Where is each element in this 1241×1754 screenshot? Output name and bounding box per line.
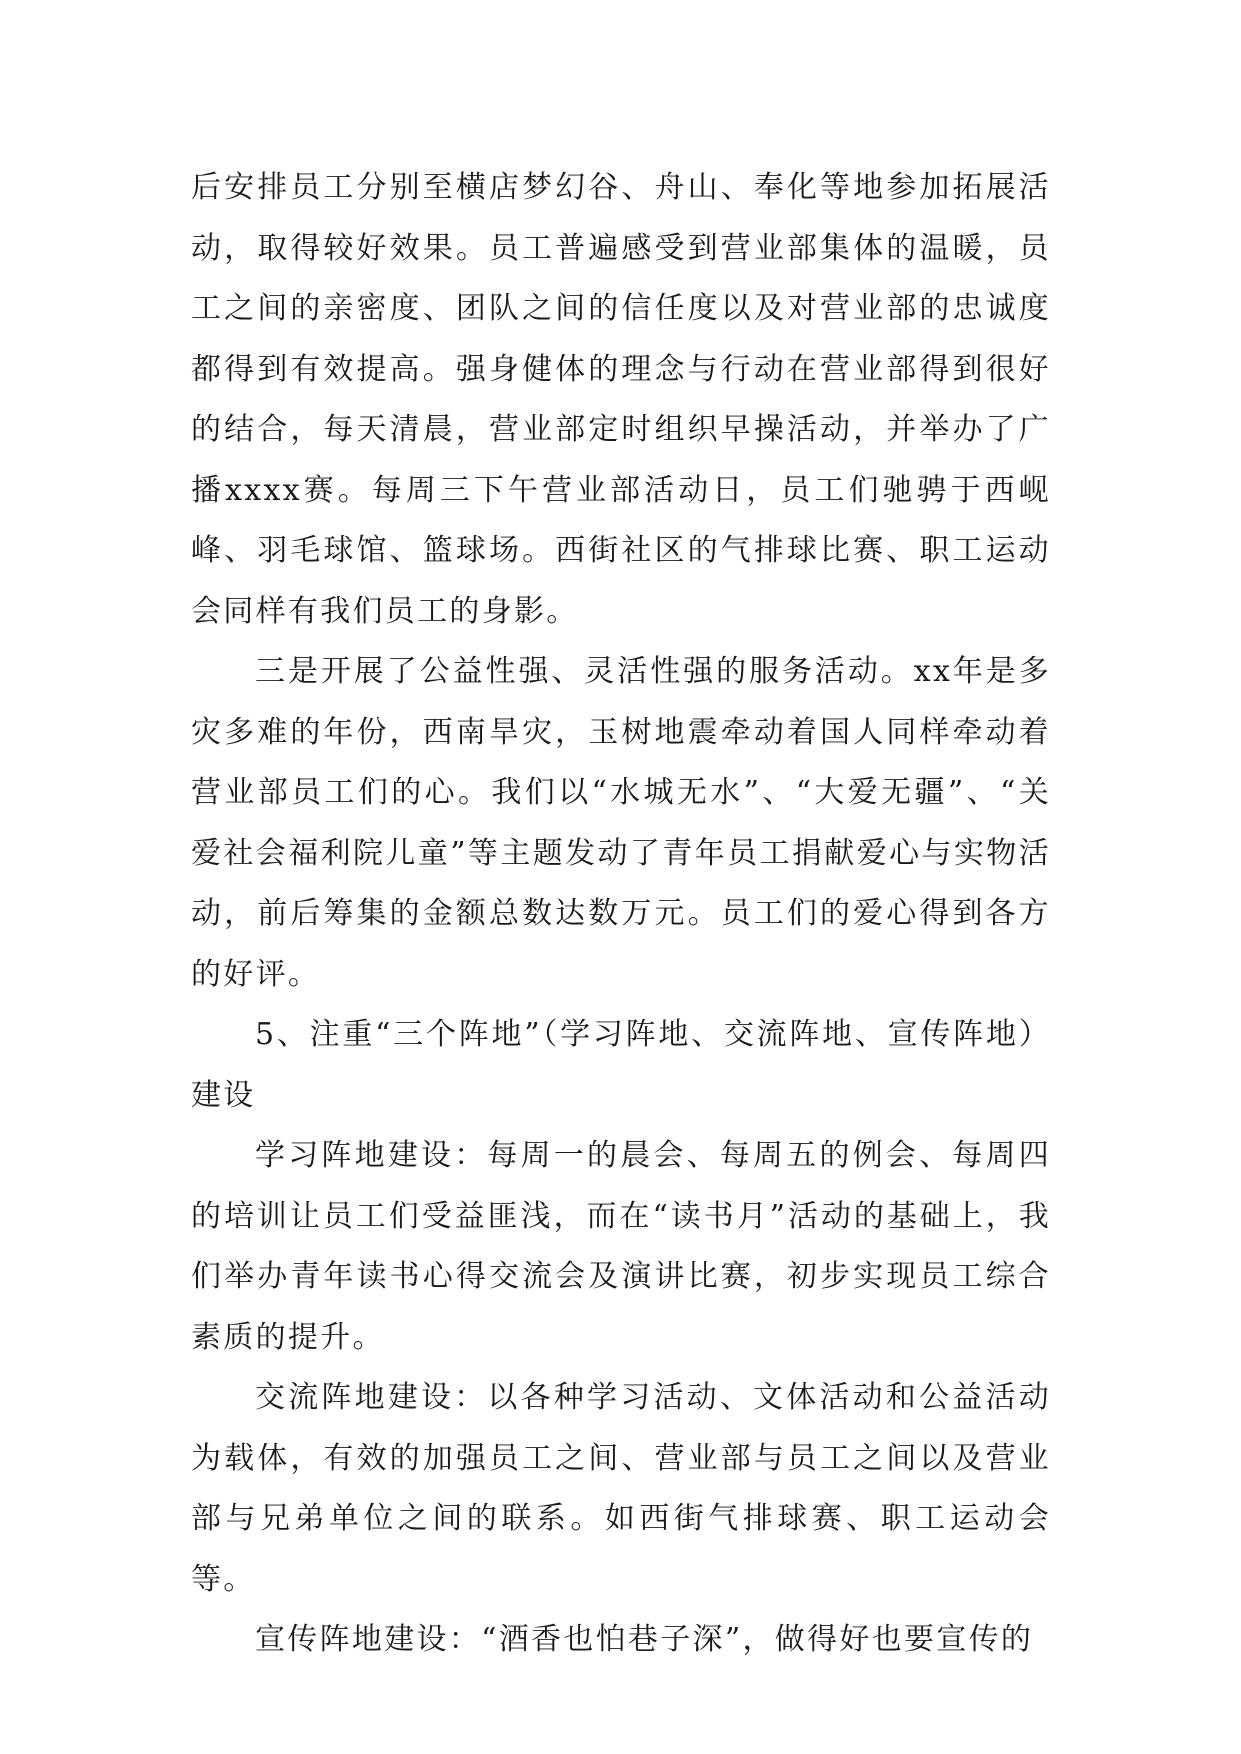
section-heading-three-positions: 5、注重“三个阵地”（学习阵地、交流阵地、宣传阵地）建设 — [191, 1017, 1051, 1113]
paragraph-learning-position: 学习阵地建设：每周一的晨会、每周五的例会、每周四的培训让员工们受益匪浅，而在“读书月”活动的基础上，我们举办青年读书心得交流会及演讲比赛，初步实现员工综合素质的提升。 — [191, 1138, 1051, 1355]
document-body — [191, 158, 1051, 1671]
paragraph-publicity-position: 宣传阵地建设：“酒香也怕巷子深”，做得好也要宣传的 — [255, 1622, 1034, 1657]
paragraph-continuation: 后安排员工分别至横店梦幻谷、舟山、奉化等地参加拓展活动，取得较好效果。员工普遍感受到营业部集体的温暖，员工之间的亲密度、团队之间的信任度以及对营业部的忠诚度都得到有效提高。强身健体的理念与行动在营业部得到很好的结合，每天清晨，营业部定时组织早操活动，并举办了广播xxxx赛。每周三下午营业部活动日，员工们驰骋于西岘峰、羽毛球馆、篮球场。西街社区的气排球比赛、职工运动会同样有我们员工的身影。 — [191, 170, 1051, 629]
paragraph-exchange-position: 交流阵地建设：以各种学习活动、文体活动和公益活动为载体，有效的加强员工之间、营业部与员工之间以及营业部与兄弟单位之间的联系。如西街气排球赛、职工运动会等。 — [191, 1380, 1051, 1597]
paragraph-public-service: 三是开展了公益性强、灵活性强的服务活动。xx年是多灾多难的年份，西南旱灾，玉树地震牵动着国人同样牵动着营业部员工们的心。我们以“水城无水”、“大爱无疆”、“关爱社会福利院儿童”等主题发动了青年员工捐献爱心与实物活动，前后筹集的金额总数达数万元。员工们的爱心得到各方的好评。 — [191, 654, 1051, 992]
